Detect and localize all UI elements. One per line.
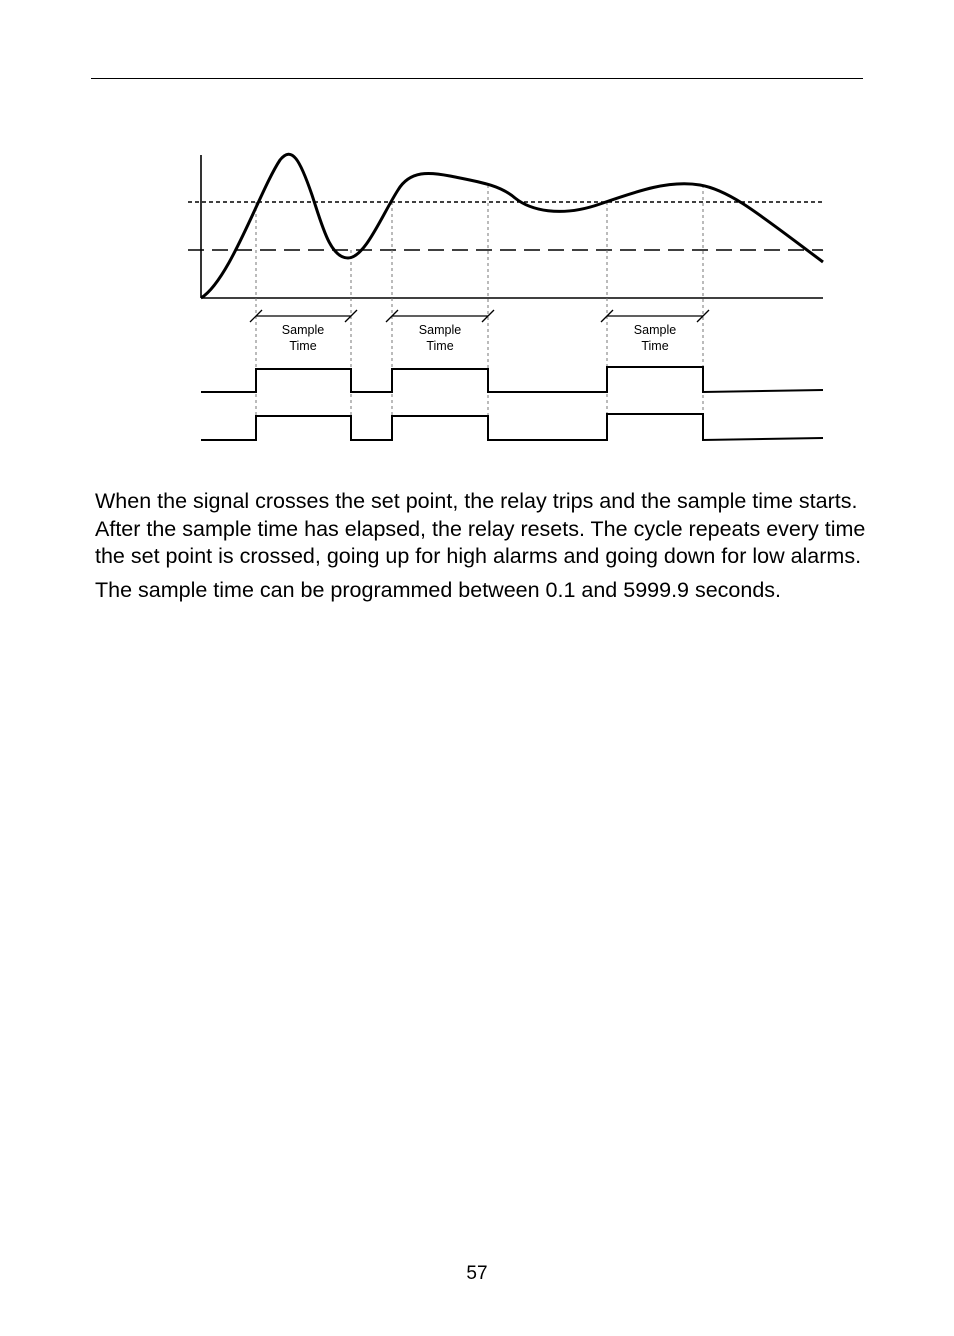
relay-output-1 — [201, 367, 823, 392]
sample-time-label: Time — [426, 339, 454, 353]
paragraph: When the signal crosses the set point, the relay trips and the sample time starts. After the sample time has elapsed, the relay resets. The cycle repeats every time the set point is crossed, going up for high alarms and going down for low alarms. — [95, 489, 866, 568]
sample-span-3 — [601, 310, 709, 322]
page-number: 57 — [466, 1263, 488, 1284]
sample-time-diagram — [180, 140, 840, 460]
sample-time-label: Sample — [633, 323, 677, 337]
sample-span-1 — [250, 310, 357, 322]
header-rule — [91, 78, 863, 79]
sample-time-label: Time — [641, 339, 669, 353]
sample-span-2 — [386, 310, 494, 322]
crossing-markers — [256, 185, 703, 440]
process-signal-curve — [201, 154, 823, 298]
sample-time-label: Sample — [281, 323, 325, 337]
sample-time-label: Sample — [418, 323, 462, 337]
body-text — [95, 488, 875, 610]
relay-output-2 — [201, 414, 823, 440]
paragraph: The sample time can be programmed between 0.1 and 5999.9 seconds. — [95, 577, 782, 602]
sample-time-label: Time — [289, 339, 317, 353]
